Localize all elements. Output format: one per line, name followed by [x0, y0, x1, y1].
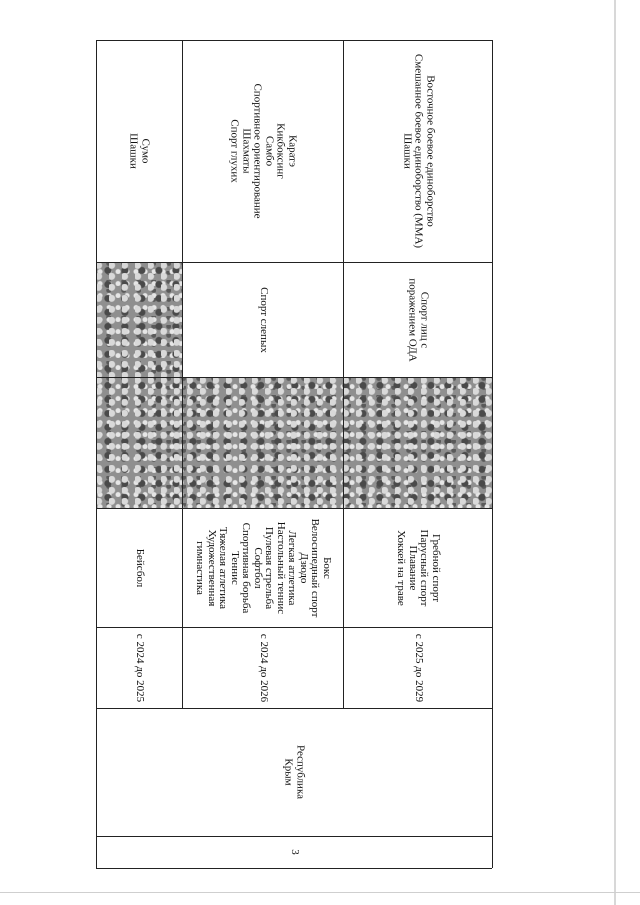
region-name: Республика Крым: [283, 744, 307, 800]
table-line: [96, 377, 492, 378]
shaded-cell-olympic-rows-1-3: [96, 377, 492, 508]
cell-non-olympic-row-2: [182, 40, 343, 262]
cell-olympic-row-1: [96, 508, 182, 627]
cell-olympic-row-3: [343, 508, 492, 627]
period-text: с 2024 до 2025: [133, 633, 146, 702]
cell-period-row-3: [343, 627, 492, 708]
shaded-cell-paralympic-row-1: [96, 262, 182, 377]
sports-list: Сумо Шашки: [128, 133, 152, 169]
sports-list: Гребной спорт Парусный спорт Плавание Хоккей на траве: [395, 529, 442, 606]
cell-paralympic-row-3: [343, 262, 492, 377]
period-text: с 2025 до 2029: [412, 633, 425, 702]
sports-list: Спорт слепых: [257, 286, 270, 353]
table-line: [96, 868, 492, 869]
cell-period-row-1: [96, 627, 182, 708]
period-text: с 2024 до 2026: [257, 633, 270, 702]
scan-bottom-edge: [0, 892, 640, 893]
sports-list: Каратэ Кикбоксинг Самбо Спортивное ориентирование Шахматы Спорт глухих: [228, 83, 298, 219]
scan-edge: [614, 0, 616, 905]
sports-list: Восточное боевое единоборство Смешанное боевое единоборство (ММА) Шашки: [400, 53, 436, 249]
row-number: 3: [288, 849, 301, 855]
cell-olympic-row-2: [182, 508, 343, 627]
cell-paralympic-row-2: [182, 262, 343, 377]
cell-non-olympic-row-1: [96, 40, 182, 262]
sports-list: Бейсбол: [133, 548, 146, 587]
cell-region: [96, 708, 492, 836]
cell-non-olympic-row-3: [343, 40, 492, 262]
sports-list: Спорт лиц с поражением ОДА: [406, 277, 430, 362]
sports-list: Бокс Велосипедный спорт Дзюдо Легкая атлетика Настольный теннис Пулевая стрельба Софтбол Спортивная борьба Теннис Тяжелая атлетика Художественная гимнастика: [194, 518, 333, 617]
cell-period-row-2: [182, 627, 343, 708]
table-line: [492, 40, 493, 868]
cell-row-number: [96, 836, 492, 868]
